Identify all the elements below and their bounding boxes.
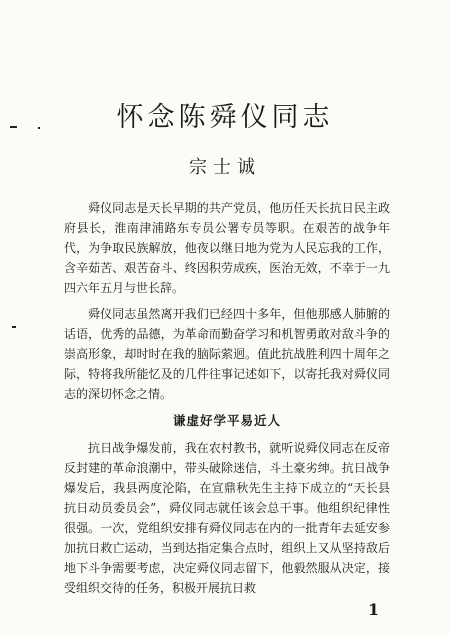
scan-mark: [12, 326, 16, 328]
paragraph: 抗日战争爆发前，我在农村教书，就听说舜仪同志在反帝反封建的革命浪潮中，带头破除迷信，斗土豪劣绅。抗日战争爆发后，我县两度沦陷，在宣鼎秋先生主持下成立的“天长县抗日动员委员会”，舜仪同志就任该会总干事。他组织纪律性很强。一次，党组织安排有舜仪同志在内的一批青年去延安参加抗日救亡运动，当到达指定集合点时，组织上又从坚持敌后地下斗争需要考虑，决定舜仪同志留下，他毅然服从决定，接受组织交待的任务，积极开展抗日救: [64, 441, 390, 595]
article-body: [64, 198, 390, 604]
author-name: 宗士诚: [189, 157, 261, 178]
paragraph: 舜仪同志虽然离开我们已经四十多年，但他那感人肺腑的话语，优秀的品德，为革命而勤奋学习和机智勇敢对敌斗争的崇高形象，却时时在我的脑际萦迥。值此抗战胜利四十周年之际，特将我所能忆及的几件往事记述如下，以寄托我对舜仪同志的深切怀念之情。: [64, 307, 390, 401]
article-title: 怀念陈舜仪同志: [116, 102, 334, 133]
section-heading: 谦虚好学平易近人: [172, 413, 281, 428]
page-number: 1: [368, 600, 380, 619]
paragraph: 舜仪同志是天长早期的共产党员，他历任天长抗日民主政府县长，淮南津浦路东专员公署专员等职。在艰苦的战争年代，为争取民族解放，他夜以继日地为党为人民忘我的工作，含辛茹苦、艰苦奋斗、终因积劳成疾，医治无效，不幸于一九四六年五月与世长辞。: [64, 201, 390, 295]
